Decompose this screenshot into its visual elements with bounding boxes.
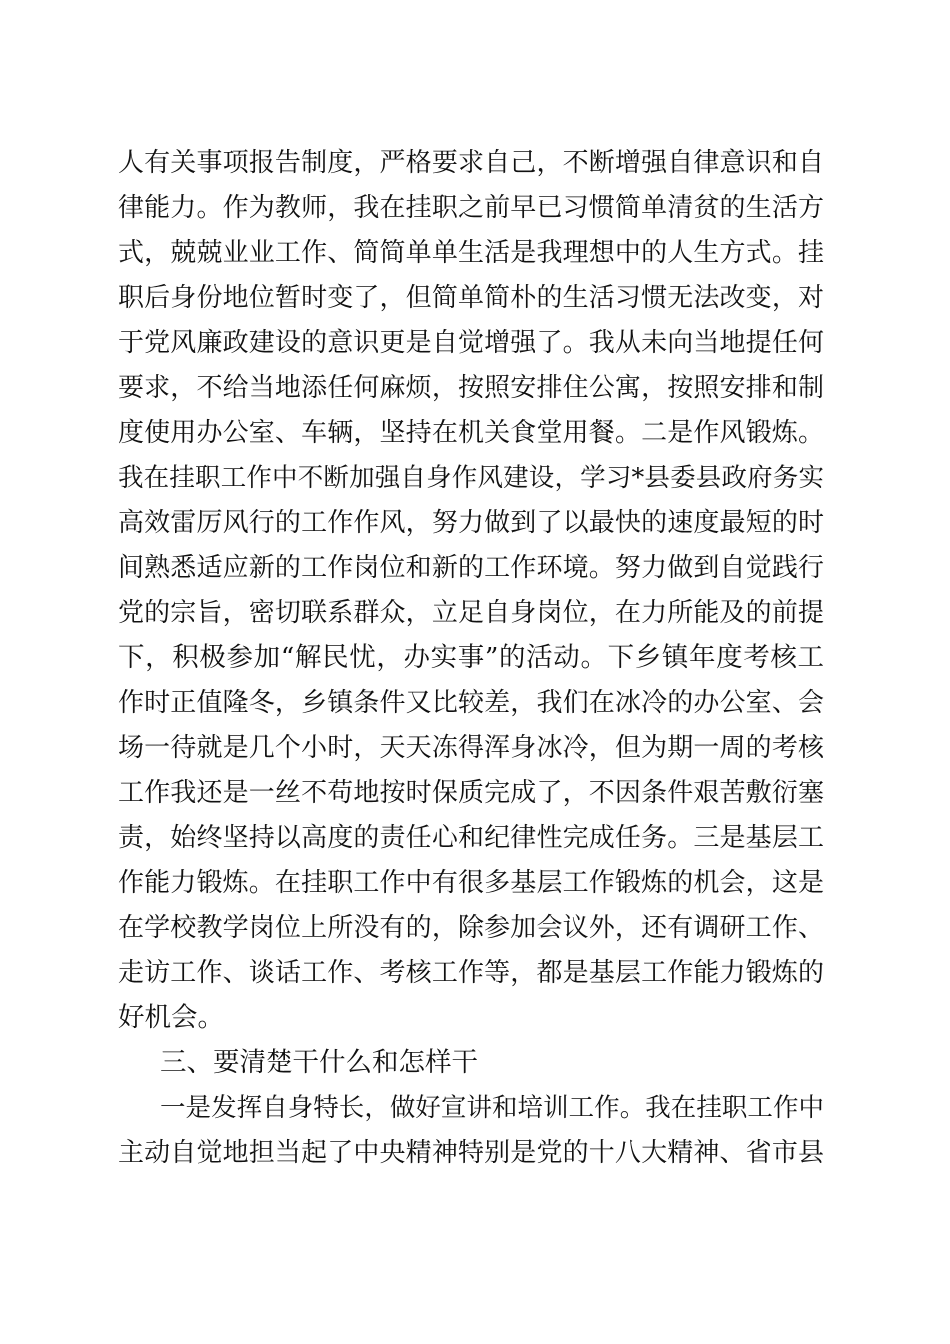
paragraph-line: 场一待就是几个小时，天天冻得浑身冰冷，但为期一周的考核 — [118, 733, 824, 763]
paragraph-line: 责，始终坚持以高度的责任心和纪律性完成任务。三是基层工 — [118, 823, 824, 853]
paragraph-line: 好机会。 — [118, 1002, 224, 1033]
paragraph-line: 式，兢兢业业工作、简简单单生活是我理想中的人生方式。挂 — [118, 238, 824, 268]
paragraph-line: 工作我还是一丝不苟地按时保质完成了，不因条件艰苦敷衍塞 — [118, 778, 824, 808]
paragraph-line: 律能力。作为教师，我在挂职之前早已习惯简单清贫的生活方 — [118, 193, 824, 223]
paragraph-line: 一是发挥自身特长，做好宣讲和培训工作。我在挂职工作中 — [160, 1093, 824, 1123]
paragraph-line: 走访工作、谈话工作、考核工作等，都是基层工作能力锻炼的 — [118, 958, 824, 988]
paragraph-line: 要求，不给当地添任何麻烦，按照安排住公寓，按照安排和制 — [118, 373, 824, 403]
paragraph-line: 高效雷厉风行的工作作风，努力做到了以最快的速度最短的时 — [118, 508, 824, 538]
paragraph-line: 职后身份地位暂时变了，但简单简朴的生活习惯无法改变，对 — [118, 283, 824, 313]
paragraph-line: 主动自觉地担当起了中央精神特别是党的十八大精神、省市县 — [118, 1138, 824, 1168]
paragraph-line: 作时正值隆冬，乡镇条件又比较差，我们在冰冷的办公室、会 — [118, 688, 824, 718]
paragraph-line: 于党风廉政建设的意识更是自觉增强了。我从未向当地提任何 — [118, 328, 824, 358]
paragraph-line: 在学校教学岗位上所没有的，除参加会议外，还有调研工作、 — [118, 913, 824, 943]
paragraph-line: 度使用办公室、车辆，坚持在机关食堂用餐。二是作风锻炼。 — [118, 418, 824, 448]
paragraph-line: 下，积极参加“解民忧，办实事”的活动。下乡镇年度考核工 — [118, 642, 824, 673]
paragraph-line: 间熟悉适应新的工作岗位和新的工作环境。努力做到自觉践行 — [118, 553, 824, 583]
section-heading: 三、要清楚干什么和怎样干 — [160, 1047, 478, 1078]
paragraph-line: 党的宗旨，密切联系群众，立足自身岗位，在力所能及的前提 — [118, 598, 824, 628]
paragraph-line: 人有关事项报告制度，严格要求自己，不断增强自律意识和自 — [118, 148, 824, 178]
paragraph-line: 我在挂职工作中不断加强自身作风建设，学习*县委县政府务实 — [118, 463, 824, 493]
paragraph-line: 作能力锻炼。在挂职工作中有很多基层工作锻炼的机会，这是 — [118, 868, 824, 898]
